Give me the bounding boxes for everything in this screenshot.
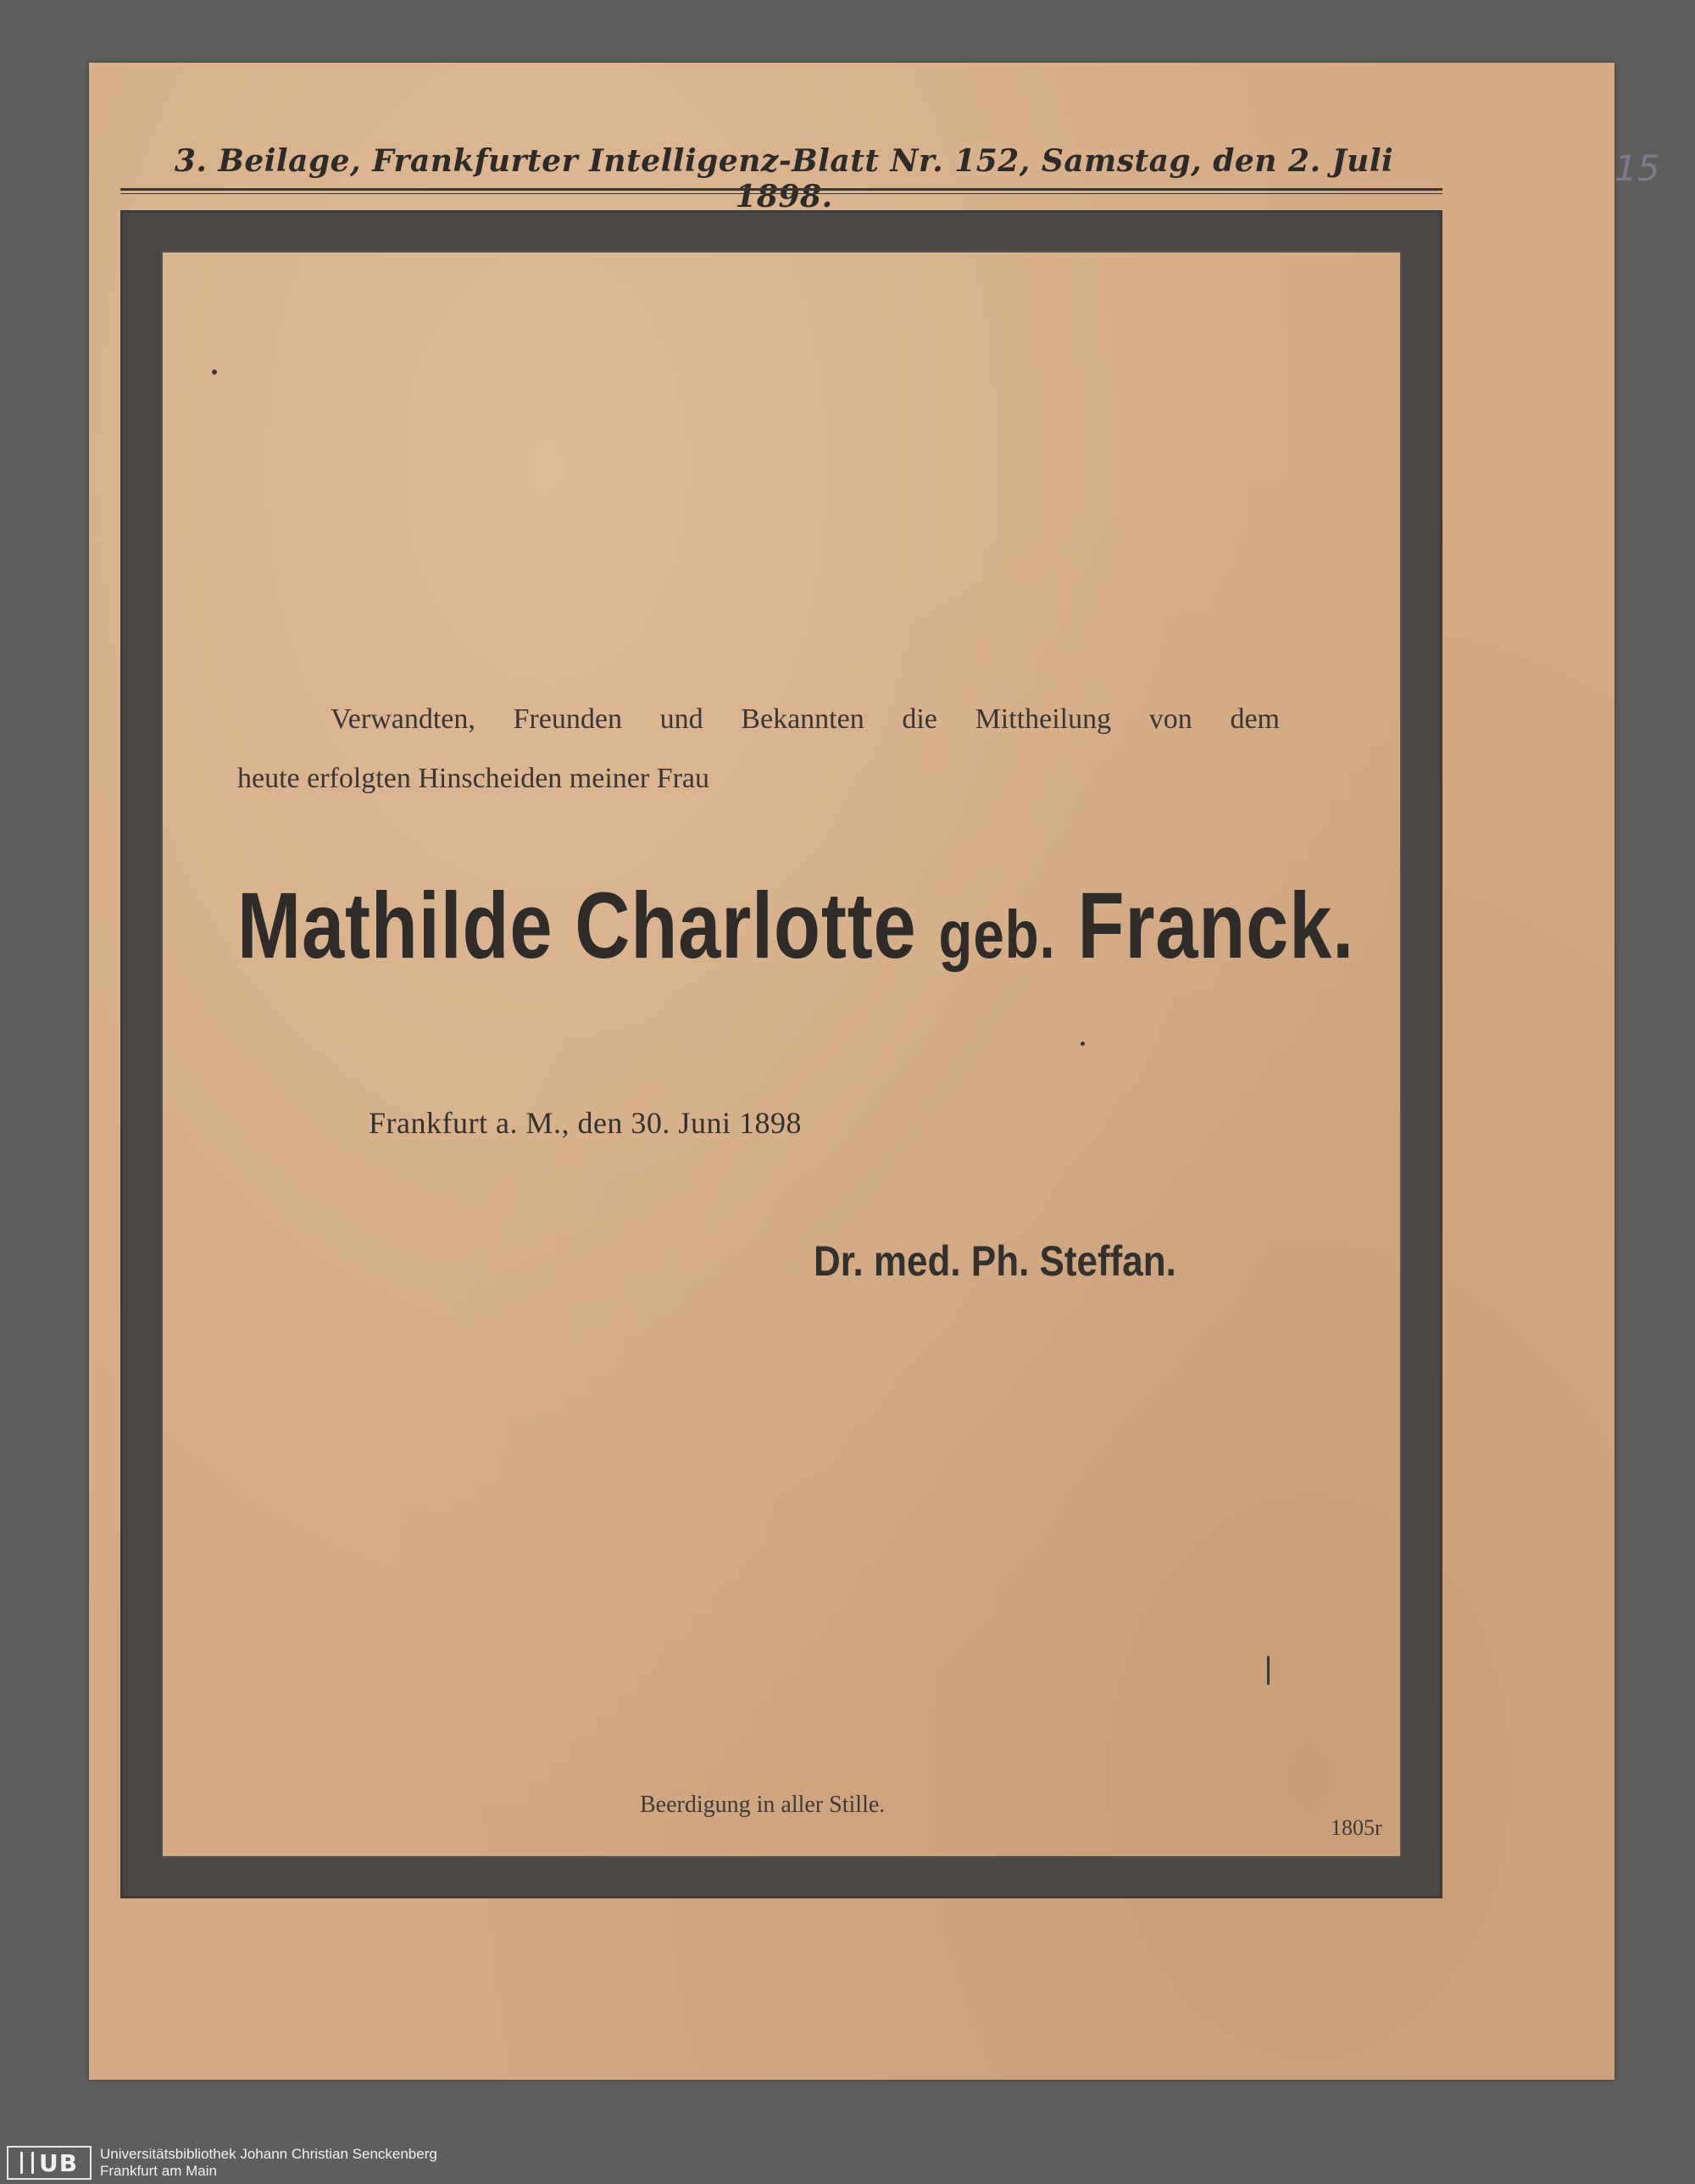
deceased-name-geb: geb.	[938, 897, 1056, 972]
library-credit-line2: Frankfurt am Main	[100, 2163, 217, 2179]
ink-speck	[1081, 1042, 1085, 1046]
ink-speck	[1267, 1656, 1270, 1685]
notice-intro-line1: Verwandten, Freunden und Bekannten die Mittheilung von dem	[331, 703, 1280, 735]
library-logo-icon	[20, 2152, 34, 2174]
signature: Dr. med. Ph. Steffan.	[814, 1237, 1176, 1285]
library-logo	[7, 2146, 92, 2180]
ink-speck	[212, 370, 217, 375]
mourning-border-inner	[161, 251, 1402, 1858]
deceased-name-family: Franck.	[1077, 874, 1355, 978]
library-logo-text: UB	[38, 2148, 79, 2177]
library-credit	[100, 2146, 437, 2180]
funeral-note: Beerdigung in aller Stille.	[640, 1792, 886, 1818]
deceased-name	[237, 872, 1355, 980]
deceased-name-main: Mathilde Charlotte	[237, 874, 917, 978]
library-credit-line1: Universitätsbibliothek Johann Christian Senckenberg	[100, 2146, 437, 2162]
notice-intro-line2: heute erfolgten Hinscheiden meiner Frau	[237, 763, 710, 794]
reference-code: 1805r	[1331, 1815, 1382, 1840]
page-number: 15	[1614, 147, 1660, 189]
mourning-border	[120, 210, 1442, 1898]
header-rule	[120, 188, 1442, 194]
newspaper-sheet	[89, 63, 1660, 2080]
place-date: Frankfurt a. M., den 30. Juni 1898	[369, 1106, 802, 1140]
notice-intro	[237, 690, 1280, 809]
newspaper-header: 3. Beilage, Frankfurter Intelligenz-Blatt Nr. 152, Samstag, den 2. Juli 1898.	[174, 143, 1394, 214]
